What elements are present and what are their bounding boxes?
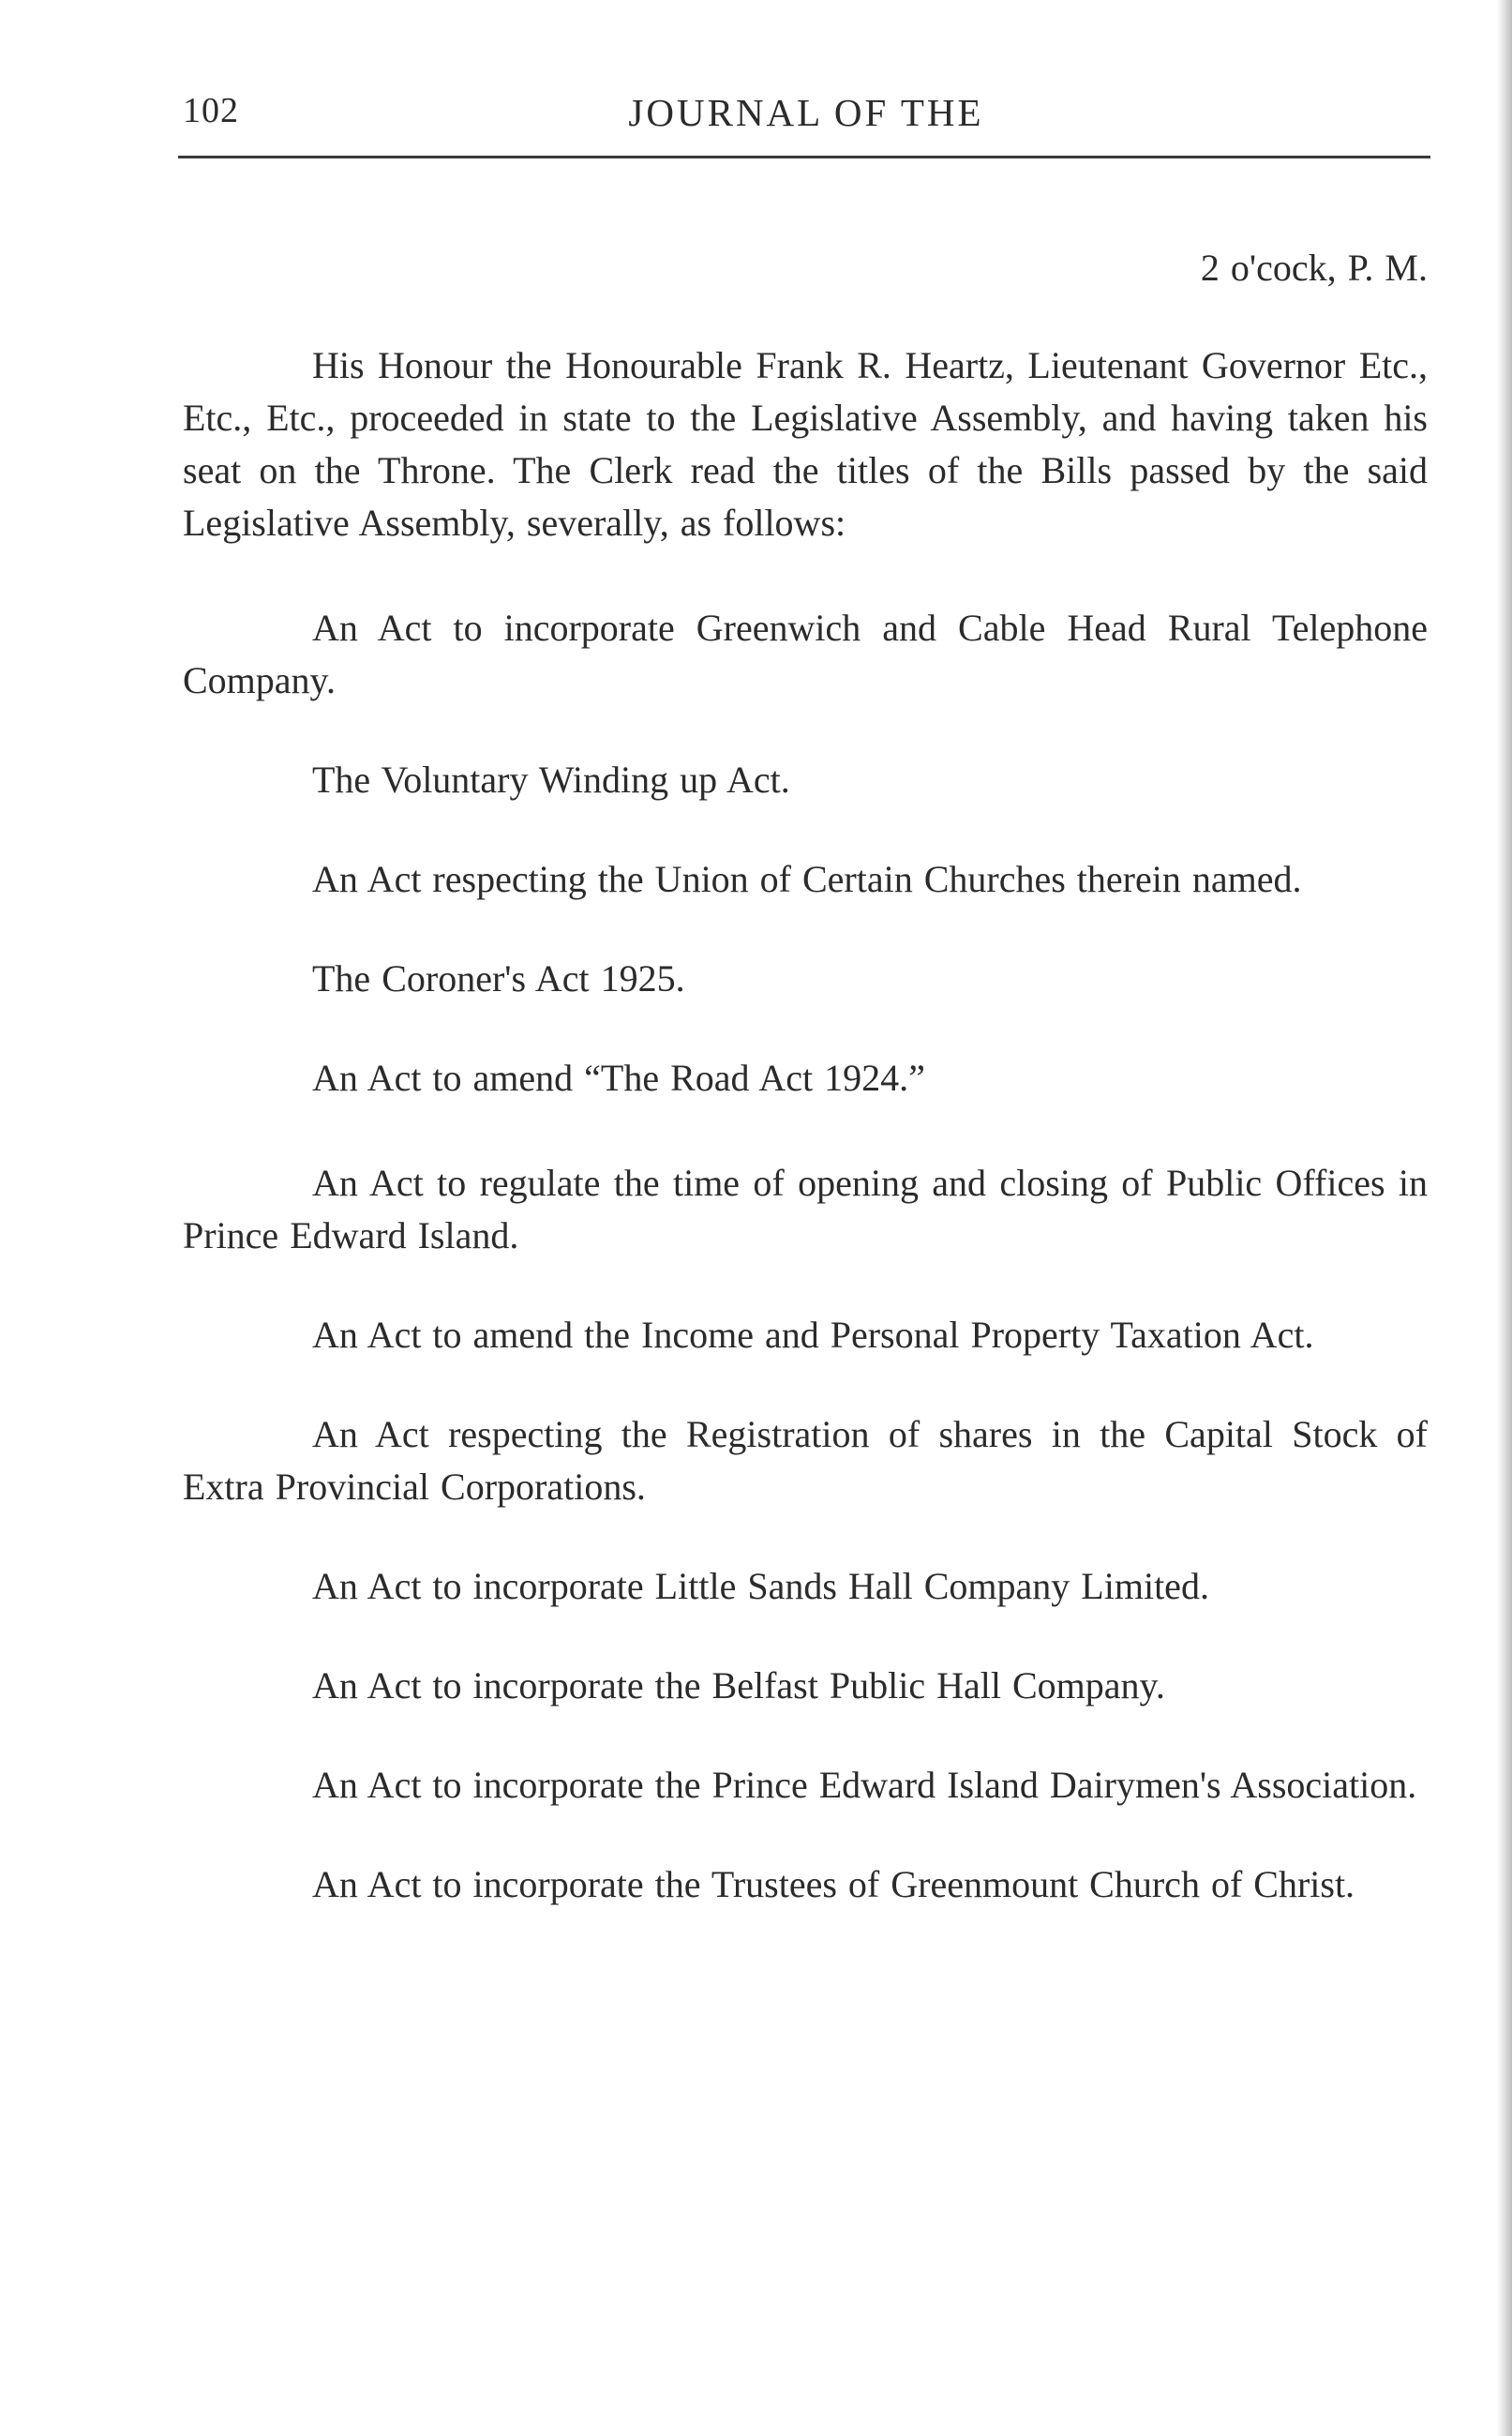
page-edge-shadow bbox=[1497, 0, 1512, 2436]
bill-title: An Act to incorporate Greenwich and Cable Head Rural Telephone Company. bbox=[183, 607, 1428, 701]
bill-title: The Voluntary Winding up Act. bbox=[312, 759, 790, 801]
bill-title: An Act respecting the Registration of shares in the Capital Stock of Extra Provincial Corporations. bbox=[183, 1413, 1428, 1508]
running-head: JOURNAL OF THE bbox=[628, 91, 984, 134]
bill-title: The Coroner's Act 1925. bbox=[312, 957, 685, 1000]
bill-title: An Act to incorporate the Trustees of Greenmount Church of Christ. bbox=[312, 1863, 1355, 1905]
bill-title: An Act to incorporate the Belfast Public Hall Company. bbox=[312, 1664, 1165, 1707]
page-header bbox=[183, 90, 1430, 146]
bill-title: An Act to incorporate the Prince Edward Island Dairymen's Association. bbox=[312, 1764, 1417, 1806]
session-time: 2 o'cock, P. M. bbox=[1200, 247, 1428, 289]
header-rule bbox=[178, 156, 1430, 158]
bill-title: An Act to amend “The Road Act 1924.” bbox=[312, 1057, 925, 1099]
intro-paragraph: His Honour the Honourable Frank R. Heartz, Lieutenant Governor Etc., Etc., Etc., proceeded in state to the Legislative Assembly, and having taken his seat on the Throne. The Clerk read the titles of the Bills passed by the said Legislative Assembly, severally, as follows: bbox=[183, 344, 1428, 544]
page-number: 102 bbox=[183, 91, 239, 130]
bill-title: An Act to amend the Income and Personal Property Taxation Act. bbox=[312, 1314, 1314, 1356]
bill-title: An Act to regulate the time of opening and closing of Public Offices in Prince Edward Island. bbox=[183, 1162, 1428, 1256]
bill-title: An Act respecting the Union of Certain Churches therein named. bbox=[312, 858, 1302, 900]
bill-title: An Act to incorporate Little Sands Hall Company Limited. bbox=[312, 1565, 1209, 1607]
journal-body bbox=[183, 242, 1428, 1958]
